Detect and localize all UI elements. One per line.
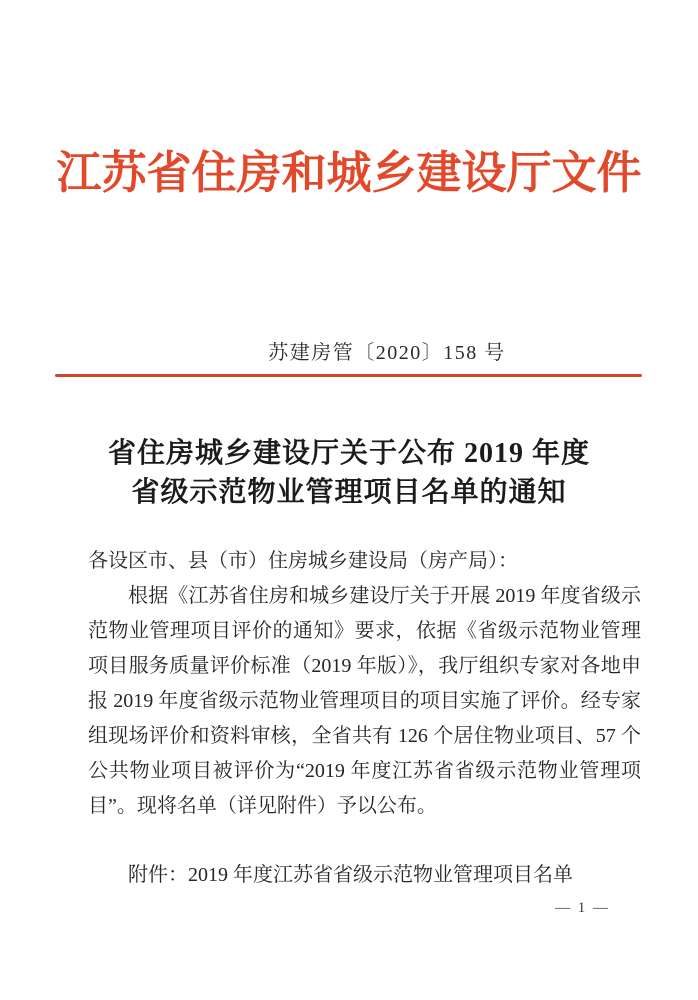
document-body xyxy=(88,544,641,824)
body-paragraph: 根据《江苏省住房和城乡建设厅关于开展 2019 年度省级示范物业管理项目评价的通知》要求，依据《省级示范物业管理项目服务质量评价标准（2019 年版）》，我厅组织专家对各地申报 2019 年度省级示范物业管理项目的项目实施了评价。经专家组现场评价和资料审核，全省共有 126 个居住物业项目、57 个公共物业项目被评价为“2019 年度江苏省省级示范物业管理项目”。现将名单（详见附件）予以公布。 xyxy=(88,585,641,817)
agency-header-title: 江苏省住房和城乡建设厅文件 xyxy=(56,148,642,198)
notice-title-line2: 省级示范物业管理项目名单的通知 xyxy=(131,477,567,508)
notice-title-line1: 省住房城乡建设厅关于公布 2019 年度 xyxy=(107,438,590,469)
attachment-line: 附件：2019 年度江苏省省级示范物业管理项目名单 xyxy=(128,864,573,886)
page-number: — 1 — xyxy=(555,900,610,916)
notice-title xyxy=(0,434,698,512)
red-divider-line xyxy=(55,374,642,377)
document-reference-number: 苏建房管〔2020〕158 号 xyxy=(268,342,506,364)
salutation-line: 各设区市、县（市）住房城乡建设局（房产局）： xyxy=(88,550,518,572)
